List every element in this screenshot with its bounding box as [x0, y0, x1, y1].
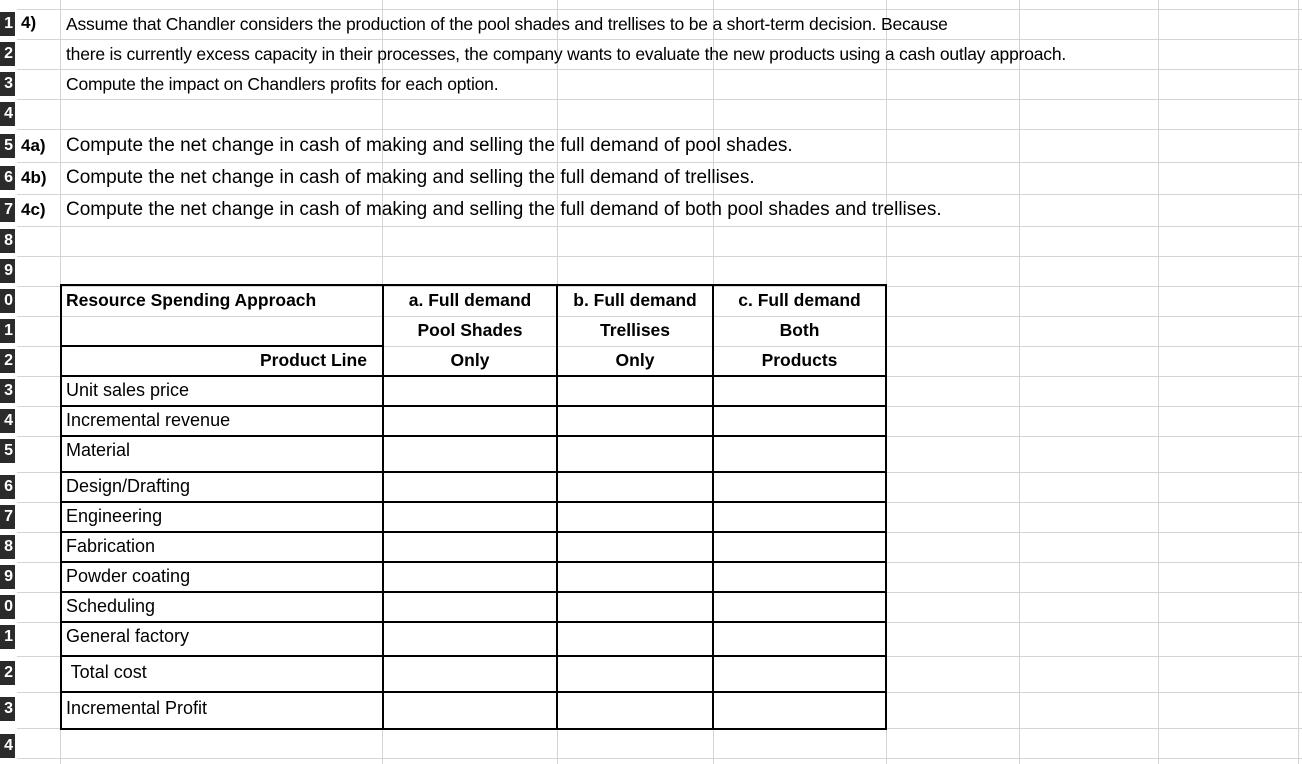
table-cell[interactable]: [714, 503, 885, 531]
table-cell[interactable]: [384, 623, 556, 655]
table-cell[interactable]: [714, 563, 885, 591]
table-cell[interactable]: [558, 437, 712, 471]
table-cell[interactable]: [714, 693, 885, 728]
row-header[interactable]: 8: [0, 535, 15, 559]
row-header[interactable]: 0: [0, 595, 15, 619]
column-header-b-line1: b. Full demand: [573, 290, 697, 310]
table-cell[interactable]: [384, 563, 556, 591]
row-label-general-factory: General factory: [66, 626, 190, 646]
row-header[interactable]: 7: [0, 198, 15, 222]
column-header-b-line2: Trellises: [599, 320, 671, 340]
table-cell[interactable]: [558, 563, 712, 591]
column-header-c-line1: c. Full demand: [738, 290, 861, 310]
table-cell[interactable]: [384, 407, 556, 435]
row-header[interactable]: 9: [0, 565, 15, 589]
table-cell[interactable]: [384, 533, 556, 561]
table-cell[interactable]: [714, 437, 885, 471]
table-cell[interactable]: [384, 437, 556, 471]
row-header[interactable]: 7: [0, 505, 15, 529]
table-cell[interactable]: [558, 407, 712, 435]
column-header-a-line1: a. Full demand: [408, 290, 532, 310]
row-label-engineering: Engineering: [66, 506, 163, 526]
row-header[interactable]: 5: [0, 134, 15, 158]
row-header[interactable]: 6: [0, 166, 15, 190]
row-header[interactable]: 0: [0, 289, 15, 313]
table-cell[interactable]: [558, 473, 712, 501]
row-header[interactable]: 1: [0, 319, 15, 343]
column-header-c-line3: Products: [761, 350, 838, 370]
question-text-line: there is currently excess capacity in their processes, the company wants to evaluate the new products using a cash outlay approach.: [66, 44, 1067, 64]
column-header-b-line3: Only: [615, 350, 655, 370]
task-label: 4b): [21, 168, 47, 187]
task-label: 4c): [21, 200, 46, 219]
row-header[interactable]: 4: [0, 409, 15, 433]
table-cell[interactable]: [384, 473, 556, 501]
table-cell[interactable]: [384, 693, 556, 728]
table-cell[interactable]: [714, 407, 885, 435]
table-cell[interactable]: [558, 503, 712, 531]
task-text: Compute the net change in cash of making and selling the full demand of trellises.: [66, 167, 755, 188]
row-label-material: Material: [66, 440, 131, 460]
column-header-a-line2: Pool Shades: [417, 320, 523, 340]
table-cell[interactable]: [714, 593, 885, 621]
table-cell[interactable]: [714, 377, 885, 405]
question-text-line: Compute the impact on Chandlers profits for each option.: [66, 74, 499, 94]
row-header[interactable]: 5: [0, 439, 15, 463]
row-label-fabrication: Fabrication: [66, 536, 156, 556]
column-header-c-line2: Both: [779, 320, 820, 340]
row-header[interactable]: 8: [0, 229, 15, 253]
task-label: 4a): [21, 136, 46, 155]
table-cell[interactable]: [714, 657, 885, 691]
row-label-unit-sales-price: Unit sales price: [66, 380, 190, 400]
row-header[interactable]: 2: [0, 661, 15, 685]
row-label-powder-coating: Powder coating: [66, 566, 191, 586]
table-cell[interactable]: [558, 657, 712, 691]
task-text: Compute the net change in cash of making and selling the full demand of both pool shades and trellises.: [66, 199, 942, 220]
table-cell[interactable]: [558, 623, 712, 655]
row-label-scheduling: Scheduling: [66, 596, 156, 616]
question-label: 4): [21, 13, 37, 32]
table-title: Resource Spending Approach: [66, 290, 317, 310]
table-cell[interactable]: [384, 657, 556, 691]
table-cell[interactable]: [384, 377, 556, 405]
row-label-incremental-profit: Incremental Profit: [66, 698, 208, 718]
row-header[interactable]: 3: [0, 72, 15, 96]
table-cell[interactable]: [714, 533, 885, 561]
table-cell[interactable]: [384, 593, 556, 621]
row-header[interactable]: 9: [0, 259, 15, 283]
table-cell[interactable]: [558, 693, 712, 728]
table-cell[interactable]: [558, 377, 712, 405]
row-header[interactable]: 3: [0, 379, 15, 403]
table-cell[interactable]: [714, 473, 885, 501]
table-cell[interactable]: [714, 623, 885, 655]
row-label-design-drafting: Design/Drafting: [66, 476, 191, 496]
row-label-incremental-revenue: Incremental revenue: [66, 410, 231, 430]
row-header[interactable]: 1: [0, 625, 15, 649]
table-cell[interactable]: [558, 533, 712, 561]
row-header[interactable]: 3: [0, 697, 15, 721]
row-header[interactable]: 4: [0, 734, 15, 758]
row-header[interactable]: 1: [0, 12, 15, 36]
column-header-a-line3: Only: [450, 350, 490, 370]
table-cell[interactable]: [384, 503, 556, 531]
row-label-total-cost: Total cost: [66, 662, 147, 682]
row-header[interactable]: 4: [0, 102, 15, 126]
row-header[interactable]: 2: [0, 349, 15, 373]
row-header[interactable]: 6: [0, 475, 15, 499]
product-line-label: Product Line: [260, 350, 367, 370]
question-text-line: Assume that Chandler considers the production of the pool shades and trellises to be a short-term decision. Because: [66, 14, 948, 34]
task-text: Compute the net change in cash of making and selling the full demand of pool shades.: [66, 135, 793, 156]
row-header[interactable]: 2: [0, 42, 15, 66]
table-cell[interactable]: [558, 593, 712, 621]
